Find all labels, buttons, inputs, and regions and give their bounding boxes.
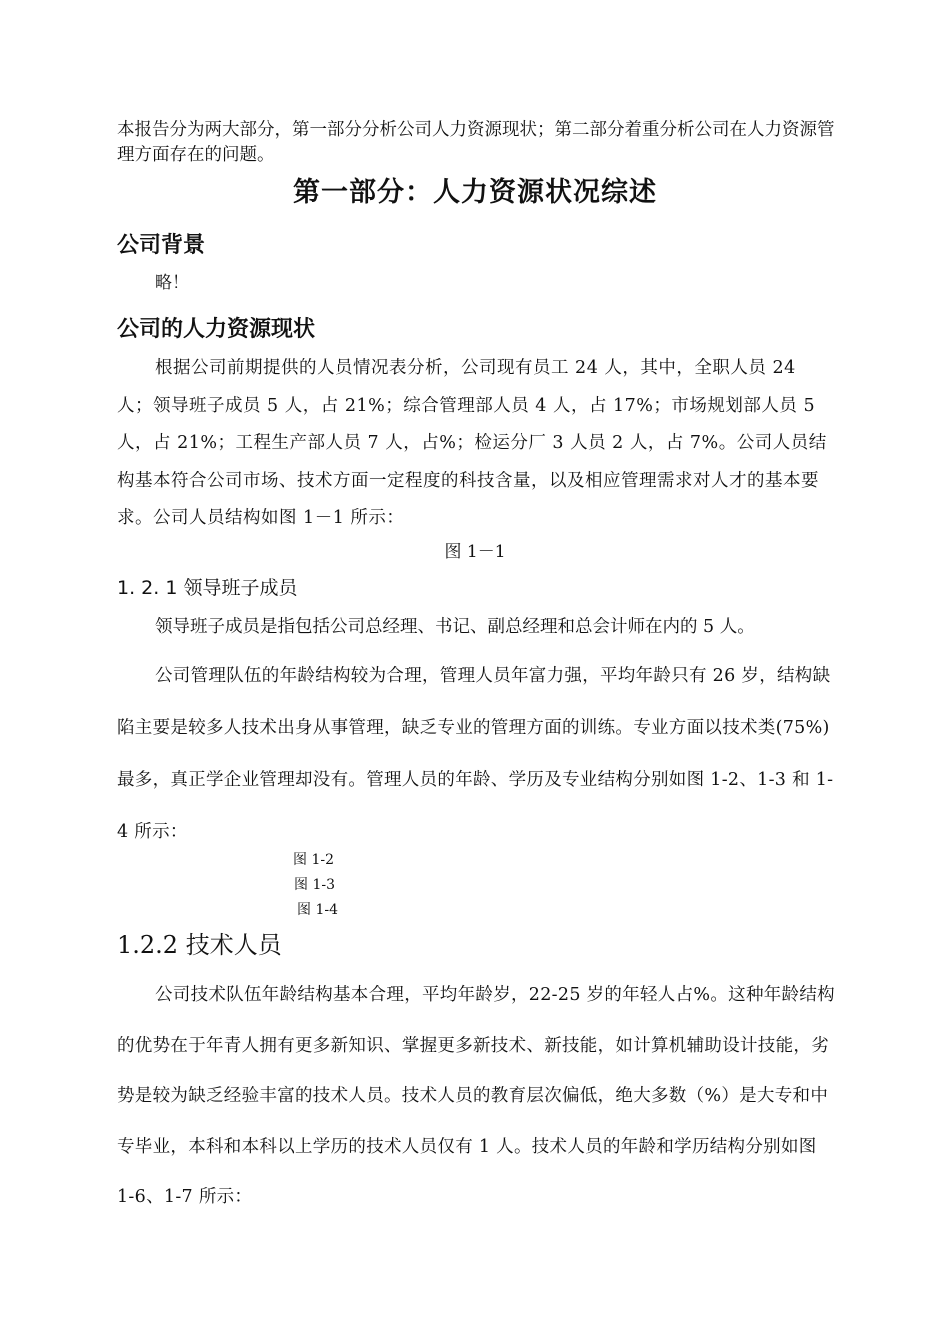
company-background-heading: 公司背景 [117,233,206,258]
figure-caption-1-3: 图 1-3 [294,877,335,893]
company-background-body: 略！ [155,273,189,293]
figure-caption-list [293,848,338,923]
figure-caption-1-2: 图 1-2 [293,852,334,868]
figure-caption-1-4: 图 1-4 [297,902,338,918]
technical-staff-heading: 1.2.2 技术人员 [117,931,282,959]
hr-status-body: 根据公司前期提供的人员情况表分析，公司现有员工 24 人，其中，全职人员 24 人；领导班子成员 5 人，占 21%；综合管理部人员 4 人，占 17%；市场规划部人员 5 人，占 21%；工程生产部人员 7 人，占%；检运分厂 3 人员 2 人，占 7%。公司人员结构基本符合公司市场、技术方面一定程度的科技含量，以及相应管理需求对人才的基本要求。公司人员结构如图 1－1 所示： [117,358,827,528]
leadership-heading: 1. 2. 1 领导班子成员 [117,577,298,599]
intro-paragraph: 本报告分为两大部分，第一部分分析公司人力资源现状；第二部分着重分析公司在人力资源管理方面存在的问题。 [117,120,835,165]
leadership-paragraph-1: 领导班子成员是指包括公司总经理、书记、副总经理和总会计师在内的 5 人。 [155,617,755,637]
technical-staff-body: 公司技术队伍年龄结构基本合理，平均年龄岁，22-25 岁的年轻人占%。这种年龄结构的优势在于年青人拥有更多新知识、掌握更多新技术、新技能，如计算机辅助设计技能，劣势是较为缺乏经验丰富的技术人员。技术人员的教育层次偏低，绝大多数（%）是大专和中专毕业，本科和本科以上学历的技术人员仅有 1 人。技术人员的年龄和学历结构分别如图 1-6、1-7 所示： [117,985,835,1207]
part-one-title: 第一部分：人力资源状况综述 [293,177,657,208]
hr-status-heading: 公司的人力资源现状 [117,317,316,342]
figure-caption-1-1: 图 1－1 [444,542,506,562]
leadership-paragraph-2: 公司管理队伍的年龄结构较为合理，管理人员年富力强，平均年龄只有 26 岁，结构缺陷主要是较多人技术出身从事管理，缺乏专业的管理方面的训练。专业方面以技术类(75%)最多，真正学企业管理却没有。管理人员的年龄、学历及专业结构分别如图 1-2、1-3 和 1-4 所示： [117,666,834,842]
